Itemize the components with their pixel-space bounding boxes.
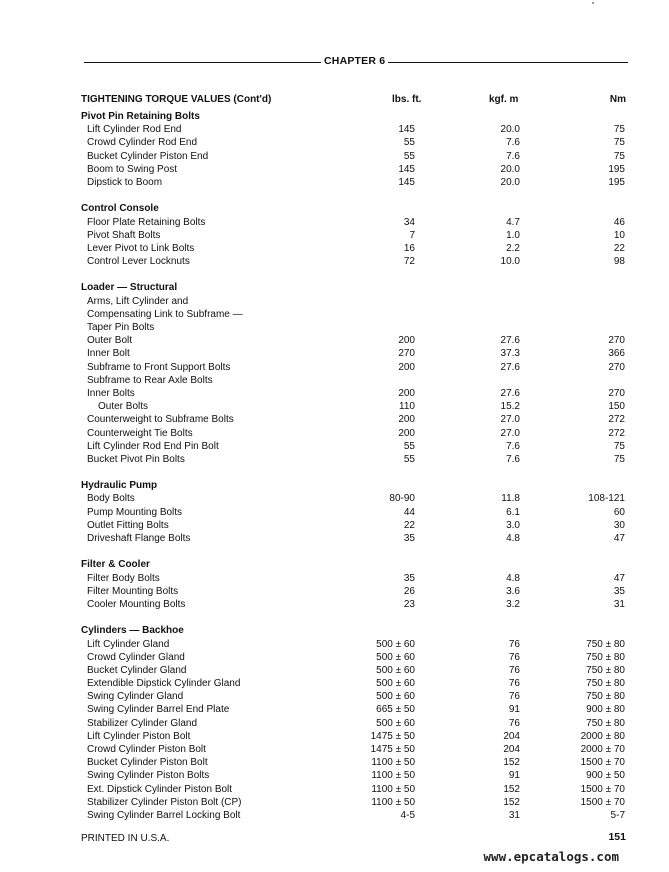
- row-label: Boom to Swing Post: [87, 163, 178, 175]
- value-nm: 98: [613, 256, 625, 268]
- value-kgf-m: 76: [508, 651, 520, 663]
- value-kgf-m: 37.3: [500, 348, 520, 360]
- value-kgf-m: 7.6: [506, 453, 520, 465]
- chapter-rule-left: [84, 62, 321, 63]
- column-header-nm: Nm: [609, 94, 626, 105]
- value-lbs-ft: 16: [403, 242, 415, 254]
- value-nm: 270: [608, 387, 625, 399]
- value-nm: 2000 ± 80: [580, 730, 625, 742]
- table-row: [81, 150, 626, 163]
- value-lbs-ft: 500 ± 60: [376, 651, 415, 663]
- value-lbs-ft: 26: [403, 585, 415, 597]
- value-lbs-ft: 44: [403, 506, 415, 518]
- value-lbs-ft: 200: [398, 335, 415, 347]
- table-row: [81, 492, 626, 505]
- row-label: Floor Plate Retaining Bolts: [87, 216, 206, 228]
- value-nm: 47: [613, 533, 625, 544]
- value-nm: 46: [613, 216, 625, 228]
- value-nm: 5-7: [610, 809, 625, 821]
- value-lbs-ft: 665 ± 50: [376, 704, 415, 716]
- value-lbs-ft: 1475 ± 50: [370, 730, 415, 742]
- table-row: [81, 295, 626, 308]
- value-nm: 750 ± 80: [586, 691, 625, 703]
- table-row: [81, 374, 626, 387]
- table-row: [81, 809, 626, 822]
- value-lbs-ft: 55: [403, 150, 415, 162]
- value-nm: 195: [608, 176, 625, 188]
- row-label: Outlet Fitting Bolts: [87, 519, 169, 531]
- value-kgf-m: 152: [503, 783, 520, 795]
- value-nm: 750 ± 80: [586, 717, 625, 729]
- value-lbs-ft: 80-90: [389, 493, 415, 505]
- column-header-kgf-m: kgf. m: [489, 94, 519, 105]
- table-row: [81, 756, 626, 769]
- row-label: Stabilizer Cylinder Gland: [87, 717, 198, 729]
- value-lbs-ft: 7: [409, 229, 415, 241]
- row-label: Inner Bolt: [87, 348, 130, 360]
- value-kgf-m: 4.8: [506, 533, 520, 544]
- value-kgf-m: 7.6: [506, 440, 520, 452]
- row-label: Extendible Dipstick Cylinder Gland: [87, 678, 241, 690]
- table-section: [81, 202, 626, 268]
- row-label: Swing Cylinder Piston Bolts: [87, 770, 210, 782]
- table-row: [81, 453, 626, 466]
- value-nm: 750 ± 80: [586, 678, 625, 690]
- value-nm: 270: [608, 361, 625, 373]
- table-row: [81, 783, 626, 796]
- table-row: [81, 242, 626, 255]
- value-nm: 270: [608, 335, 625, 347]
- value-kgf-m: 3.6: [506, 585, 520, 597]
- row-label: Arms, Lift Cylinder and: [87, 295, 189, 307]
- value-kgf-m: 20.0: [500, 176, 520, 188]
- value-nm: 75: [613, 150, 625, 162]
- table-row: [81, 585, 626, 598]
- torque-table: [81, 110, 626, 835]
- table-header: [81, 94, 626, 108]
- value-kgf-m: 76: [508, 691, 520, 703]
- row-label: Outer Bolts: [98, 401, 149, 413]
- row-label: Lift Cylinder Rod End: [87, 124, 182, 136]
- value-kgf-m: 27.6: [500, 387, 520, 399]
- value-kgf-m: 15.2: [500, 401, 520, 413]
- table-title: TIGHTENING TORQUE VALUES (Cont'd): [81, 94, 272, 105]
- value-nm: 60: [613, 506, 625, 518]
- value-lbs-ft: 500 ± 60: [376, 638, 415, 650]
- row-label: Pivot Shaft Bolts: [87, 229, 161, 241]
- row-label: Taper Pin Bolts: [87, 322, 155, 333]
- row-label: Bucket Pivot Pin Bolts: [87, 453, 185, 465]
- table-row: [81, 427, 626, 440]
- value-nm: 750 ± 80: [586, 638, 625, 650]
- row-label: Driveshaft Flange Bolts: [87, 533, 191, 544]
- value-kgf-m: 152: [503, 796, 520, 808]
- value-lbs-ft: 200: [398, 427, 415, 439]
- value-nm: 272: [608, 427, 625, 439]
- column-header-lbs-ft: lbs. ft.: [392, 94, 422, 105]
- value-nm: 75: [613, 453, 625, 465]
- value-nm: 75: [613, 137, 625, 149]
- value-kgf-m: 27.0: [500, 427, 520, 439]
- table-row: [81, 677, 626, 690]
- value-nm: 30: [613, 519, 625, 531]
- table-row: [81, 216, 626, 229]
- table-row: [81, 387, 626, 400]
- table-row: [81, 123, 626, 136]
- value-kgf-m: 204: [503, 730, 520, 742]
- table-row: [81, 717, 626, 730]
- value-kgf-m: 204: [503, 744, 520, 755]
- table-row: [81, 440, 626, 453]
- value-kgf-m: 20.0: [500, 163, 520, 175]
- value-nm: 31: [613, 598, 625, 610]
- value-kgf-m: 1.0: [506, 229, 520, 241]
- value-nm: 750 ± 80: [586, 651, 625, 663]
- table-row: [81, 532, 626, 545]
- value-lbs-ft: 1100 ± 50: [371, 783, 415, 795]
- table-row: [81, 796, 626, 809]
- value-nm: 1500 ± 70: [580, 783, 625, 795]
- value-kgf-m: 27.0: [500, 414, 520, 426]
- row-label: Control Lever Locknuts: [87, 256, 190, 268]
- row-label: Filter Body Bolts: [87, 572, 160, 584]
- value-nm: 750 ± 80: [586, 664, 625, 676]
- row-label: Crowd Cylinder Rod End: [87, 137, 198, 149]
- value-nm: 108-121: [588, 493, 625, 505]
- value-nm: 2000 ± 70: [580, 744, 625, 755]
- table-row: [81, 400, 626, 413]
- value-nm: 75: [613, 124, 625, 136]
- value-kgf-m: 7.6: [506, 137, 520, 149]
- value-nm: 10: [613, 229, 625, 241]
- table-row: [81, 519, 626, 532]
- value-lbs-ft: 500 ± 60: [376, 717, 415, 729]
- table-row: [81, 730, 626, 743]
- row-label: Lift Cylinder Rod End Pin Bolt: [87, 440, 219, 452]
- value-kgf-m: 3.2: [506, 598, 520, 610]
- value-lbs-ft: 55: [403, 137, 415, 149]
- section-title: Pivot Pin Retaining Bolts: [81, 111, 200, 122]
- row-label: Lever Pivot to Link Bolts: [87, 242, 195, 254]
- table-row: [81, 703, 626, 716]
- watermark: www.epcatalogs.com: [483, 849, 619, 864]
- value-kgf-m: 76: [508, 678, 520, 690]
- table-section: [81, 558, 626, 611]
- value-lbs-ft: 1100 ± 50: [371, 770, 415, 782]
- value-lbs-ft: 23: [403, 598, 415, 610]
- value-nm: 272: [608, 414, 625, 426]
- row-label: Outer Bolt: [87, 335, 133, 347]
- value-kgf-m: 152: [503, 757, 520, 769]
- value-lbs-ft: 22: [403, 519, 415, 531]
- value-nm: 47: [613, 572, 625, 584]
- section-title: Hydraulic Pump: [81, 480, 158, 492]
- value-lbs-ft: 1475 ± 50: [370, 744, 415, 755]
- row-label: Cooler Mounting Bolts: [87, 598, 186, 610]
- printed-in-note: PRINTED IN U.S.A.: [81, 833, 170, 844]
- table-row: [81, 136, 626, 149]
- value-lbs-ft: 145: [398, 163, 415, 175]
- value-kgf-m: 91: [508, 704, 520, 716]
- value-kgf-m: 7.6: [506, 150, 520, 162]
- value-lbs-ft: 1100 ± 50: [371, 796, 415, 808]
- row-label: Swing Cylinder Barrel Locking Bolt: [87, 809, 241, 821]
- value-lbs-ft: 4-5: [400, 809, 415, 821]
- value-kgf-m: 2.2: [506, 242, 520, 254]
- row-label: Crowd Cylinder Gland: [87, 651, 185, 663]
- value-kgf-m: 31: [508, 809, 520, 821]
- value-kgf-m: 27.6: [500, 335, 520, 347]
- row-label: Subframe to Rear Axle Bolts: [87, 374, 213, 386]
- value-lbs-ft: 35: [403, 572, 415, 584]
- chapter-heading: [84, 55, 628, 69]
- row-label: Body Bolts: [87, 493, 135, 505]
- value-lbs-ft: 55: [403, 440, 415, 452]
- value-lbs-ft: 500 ± 60: [376, 678, 415, 690]
- value-lbs-ft: 500 ± 60: [376, 691, 415, 703]
- value-kgf-m: 91: [508, 770, 520, 782]
- value-lbs-ft: 35: [403, 533, 415, 544]
- table-row: [81, 308, 626, 321]
- table-row: [81, 163, 626, 176]
- table-section: [81, 110, 626, 189]
- value-lbs-ft: 34: [403, 216, 415, 228]
- page-number: 151: [608, 831, 626, 843]
- table-row: [81, 638, 626, 651]
- table-row: [81, 769, 626, 782]
- row-label: Lift Cylinder Piston Bolt: [87, 730, 191, 742]
- value-nm: 195: [608, 163, 625, 175]
- value-lbs-ft: 270: [398, 348, 415, 360]
- value-lbs-ft: 110: [399, 401, 415, 413]
- value-nm: 22: [613, 242, 625, 254]
- value-kgf-m: 27.6: [500, 361, 520, 373]
- table-row: [81, 334, 626, 347]
- value-nm: 900 ± 80: [586, 704, 625, 716]
- section-title: Filter & Cooler: [81, 559, 150, 571]
- chapter-rule-right: [388, 62, 628, 63]
- value-kgf-m: 6.1: [506, 506, 520, 518]
- row-label: Swing Cylinder Gland: [87, 691, 184, 703]
- row-label: Crowd Cylinder Piston Bolt: [87, 744, 206, 755]
- value-lbs-ft: 55: [403, 453, 415, 465]
- table-row: [81, 321, 626, 334]
- value-kgf-m: 20.0: [500, 124, 520, 136]
- value-nm: 75: [613, 440, 625, 452]
- table-row: [81, 413, 626, 426]
- value-lbs-ft: 145: [398, 176, 415, 188]
- table-row: [81, 651, 626, 664]
- value-nm: 366: [608, 348, 625, 360]
- row-label: Subframe to Front Support Bolts: [87, 361, 231, 373]
- section-title: Control Console: [81, 203, 159, 215]
- value-kgf-m: 76: [508, 638, 520, 650]
- value-kgf-m: 4.7: [506, 216, 520, 228]
- scan-speck: [592, 2, 594, 4]
- table-section: [81, 624, 626, 822]
- value-nm: 1500 ± 70: [580, 796, 625, 808]
- table-row: [81, 506, 626, 519]
- value-lbs-ft: 200: [398, 414, 415, 426]
- table-row: [81, 572, 626, 585]
- chapter-title: CHAPTER 6: [324, 55, 386, 67]
- value-nm: 35: [613, 585, 625, 597]
- value-lbs-ft: 200: [398, 387, 415, 399]
- value-kgf-m: 76: [508, 664, 520, 676]
- row-label: Ext. Dipstick Cylinder Piston Bolt: [87, 783, 233, 795]
- table-row: [81, 664, 626, 677]
- table-row: [81, 361, 626, 374]
- value-kgf-m: 10.0: [500, 256, 520, 268]
- value-lbs-ft: 500 ± 60: [376, 664, 415, 676]
- value-lbs-ft: 200: [398, 361, 415, 373]
- row-label: Swing Cylinder Barrel End Plate: [87, 704, 230, 716]
- row-label: Stabilizer Cylinder Piston Bolt (CP): [87, 796, 242, 808]
- table-row: [81, 347, 626, 360]
- value-nm: 1500 ± 70: [580, 757, 625, 769]
- table-row: [81, 743, 626, 756]
- value-kgf-m: 4.8: [506, 572, 520, 584]
- value-nm: 150: [608, 401, 625, 413]
- value-lbs-ft: 72: [403, 256, 415, 268]
- value-kgf-m: 11.8: [501, 493, 520, 505]
- section-title: Loader — Structural: [81, 282, 178, 294]
- row-label: Filter Mounting Bolts: [87, 585, 179, 597]
- value-nm: 900 ± 50: [586, 770, 625, 782]
- row-label: Bucket Cylinder Gland: [87, 664, 187, 676]
- table-row: [81, 598, 626, 611]
- row-label: Counterweight to Subframe Bolts: [87, 414, 234, 426]
- table-row: [81, 176, 626, 189]
- value-kgf-m: 76: [508, 717, 520, 729]
- row-label: Lift Cylinder Gland: [87, 638, 170, 650]
- section-title: Cylinders — Backhoe: [81, 625, 184, 637]
- table-row: [81, 690, 626, 703]
- row-label: Bucket Cylinder Piston End: [87, 150, 209, 162]
- row-label: Inner Bolts: [87, 387, 135, 399]
- row-label: Counterweight Tie Bolts: [87, 427, 193, 439]
- value-lbs-ft: 145: [398, 124, 415, 136]
- row-label: Compensating Link to Subframe —: [87, 308, 243, 320]
- table-section: [81, 281, 626, 466]
- row-label: Pump Mounting Bolts: [87, 506, 183, 518]
- row-label: Bucket Cylinder Piston Bolt: [87, 757, 208, 769]
- table-row: [81, 255, 626, 268]
- row-label: Dipstick to Boom: [87, 176, 163, 188]
- table-section: [81, 479, 626, 545]
- table-row: [81, 229, 626, 242]
- value-lbs-ft: 1100 ± 50: [371, 757, 415, 769]
- value-kgf-m: 3.0: [506, 519, 520, 531]
